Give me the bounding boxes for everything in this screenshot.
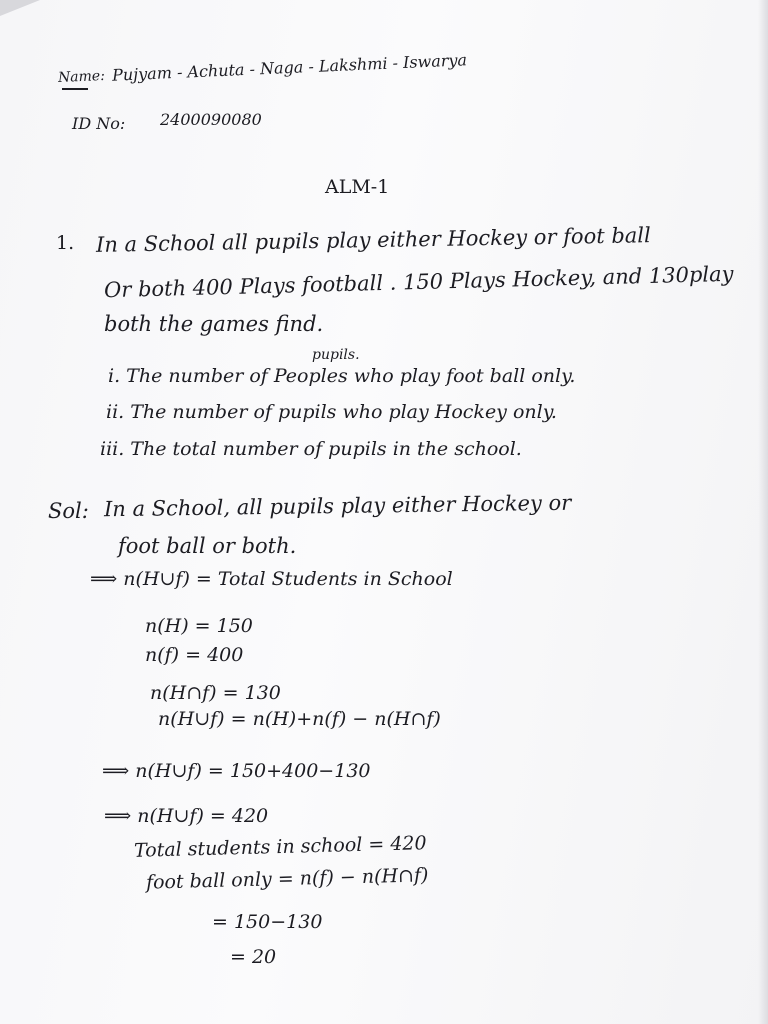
id-label: ID No: <box>72 114 126 133</box>
page-title: ALM-1 <box>325 176 390 198</box>
name-label: Name: <box>57 67 106 87</box>
step-n-hockey: n(H) = 150 <box>145 615 253 637</box>
question-line-2: Or both 400 Plays football . 150 Plays Hockey, and 130play <box>103 261 734 303</box>
step-football-subtraction: = 150−130 <box>212 911 323 933</box>
step-union-result: ⟹ n(H∪f) = 420 <box>104 805 269 827</box>
id-value: 2400090080 <box>160 110 262 129</box>
question-line-3: both the games find. <box>104 312 324 336</box>
name-value: Pujyam - Achuta - Naga - Lakshmi - Iswarya <box>111 50 468 85</box>
step-formula: n(H∪f) = n(H)+n(f) − n(H∩f) <box>158 708 441 730</box>
step-total-definition: ⟹ n(H∪f) = Total Students in School <box>90 568 453 590</box>
inserted-word: pupils. <box>312 347 360 363</box>
step-total-students: Total students in school = 420 <box>133 832 427 862</box>
step-substitution: ⟹ n(H∪f) = 150+400−130 <box>102 760 371 782</box>
solution-intro-line-2: foot ball or both. <box>118 534 297 558</box>
solution-label: Sol: <box>48 499 89 523</box>
step-n-both: n(H∩f) = 130 <box>150 682 281 704</box>
question-line-1: In a School all pupils play either Hockey or foot ball <box>95 223 651 257</box>
solution-intro-line-1: In a School, all pupils play either Hockey or <box>103 490 572 522</box>
name-label-underline <box>62 88 88 90</box>
step-n-football: n(f) = 400 <box>145 644 244 666</box>
question-number: 1. <box>56 232 75 254</box>
page-corner-shadow <box>0 0 40 16</box>
subpart-iii: iii. The total number of pupils in the school. <box>100 438 522 460</box>
step-football-only: foot ball only = n(f) − n(H∩f) <box>145 864 429 894</box>
subpart-i: i. The number of Peoples who play foot ball only. <box>108 365 576 387</box>
subpart-ii: ii. The number of pupils who play Hockey only. <box>106 401 557 423</box>
page-edge-shadow <box>758 0 768 1024</box>
step-football-result: = 20 <box>230 946 277 968</box>
